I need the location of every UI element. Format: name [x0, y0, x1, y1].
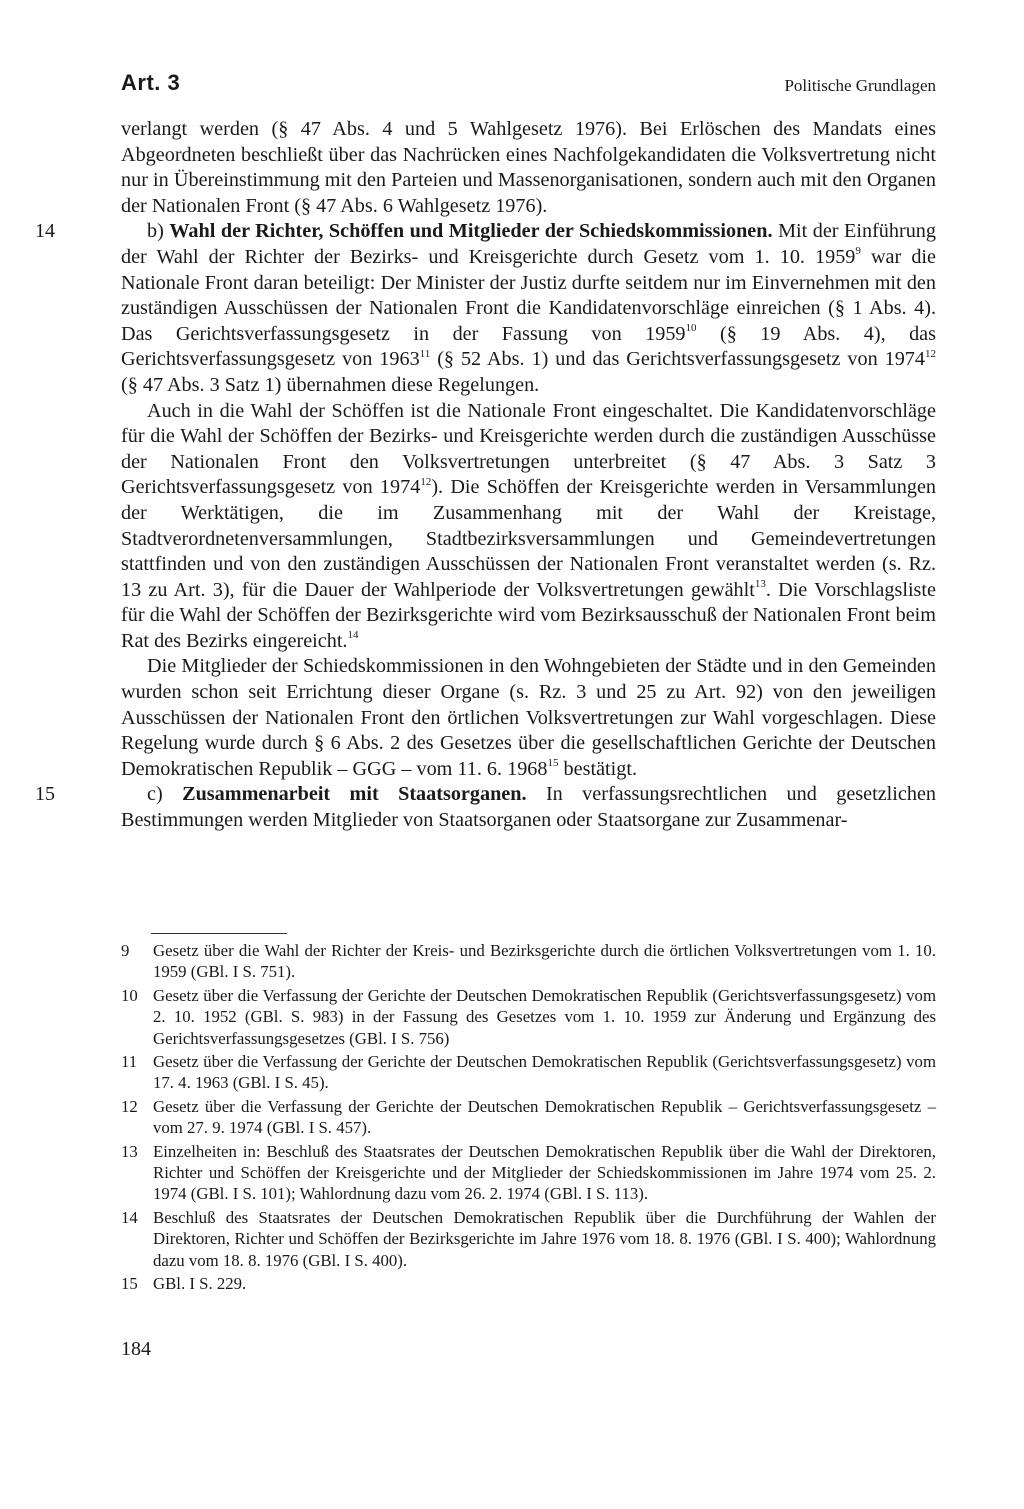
footnote-text: Gesetz über die Verfassung der Gerichte der Deutschen Demokratischen Republik (Gerichtsverfassungsgesetz) vom 17. 4. 1963 (GBl. I S. 45).	[153, 1052, 936, 1093]
footnote-number: 15	[121, 1274, 138, 1294]
footnote-number: 12	[121, 1096, 138, 1116]
paragraph-15-text: In verfassungsrechtlichen und gesetzlichen Bestimmungen werden Mitglieder von Staatsorganen oder Staatsorgane zur Zusammenar-	[121, 783, 937, 832]
footnote	[121, 985, 936, 1049]
footnote-ref-10: 10	[685, 322, 697, 335]
section-heading: Politische Grundlagen	[784, 76, 936, 95]
paragraph-14-lead: b)	[147, 220, 164, 243]
paragraph-14-text: war die Nationale Front daran beteiligt: Der Minister der Justiz durfte seitdem nur im Einvernehmen mit den zuständigen Ausschüssen der Nationalen Front die Kandidatenvorschläge einreichen (§ 1 Abs. 4). Das Gerichtsverfassungsgesetz in der Fassung von 1959	[121, 245, 936, 345]
margin-number-14: 14	[35, 220, 55, 243]
paragraph-14-text: (§ 19 Abs. 4), das Gerichtsverfassungsgesetz von 1963	[121, 322, 936, 371]
paragraph-text: . Die Vorschlagsliste für die Wahl der Schöffen der Bezirksgerichte wird vom Bezirksausschuß der Nationalen Front beim Rat des Bezirks eingereicht.	[121, 578, 936, 652]
footnote-ref-12: 12	[420, 475, 432, 488]
paragraph-14-text: (§ 47 Abs. 3 Satz 1) übernahmen diese Regelungen.	[121, 373, 540, 396]
footnote-ref-15: 15	[547, 757, 559, 770]
footnote-text: Gesetz über die Wahl der Richter der Kreis- und Bezirksgerichte durch die örtlichen Volksvertretungen vom 1. 10. 1959 (GBl. I S. 751).	[153, 941, 936, 982]
paragraph-text: Auch in die Wahl der Schöffen ist die Nationale Front eingeschaltet. Die Kandidatenvorschläge für die Wahl der Schöffen der Bezirks- und Kreisgerichte werden durch die zuständigen Ausschüsse der Nationalen Front den Volksvertretungen unterbreitet (§ 47 Abs. 3 Satz 3 Gerichtsverfassungsgesetz von 1974	[121, 399, 936, 499]
paragraph-14	[35, 219, 936, 398]
footnote-number: 11	[121, 1052, 138, 1072]
paragraph-14-text: (§ 52 Abs. 1) und das Gerichtsverfassungsgesetz von 1974	[430, 348, 925, 371]
footnote-number: 10	[121, 985, 138, 1005]
paragraph-14-heading: Wahl der Richter, Schöffen und Mitglieder der Schiedskommissionen.	[169, 220, 773, 243]
page-number: 184	[121, 1338, 151, 1360]
paragraph-15-heading: Zusammenarbeit mit Staatsorganen.	[182, 783, 527, 806]
footnote-text: Einzelheiten in: Beschluß des Staatsrates der Deutschen Demokratischen Republik über die Wahl der Direktoren, Richter und Schöffen der Kreisgerichte und der Mitglieder der Schiedskommissionen im Jahre 1974 vom 25. 2. 1974 (GBl. I S. 101); Wahlordnung dazu vom 26. 2. 1974 (GBl. I S. 113).	[153, 1141, 936, 1204]
footnote	[121, 1207, 936, 1271]
footnote	[121, 1141, 936, 1205]
paragraph-schoeffen	[121, 399, 936, 655]
body-text	[35, 117, 937, 834]
footnote-text: Beschluß des Staatsrates der Deutschen Demokratischen Republik über die Durchführung der Wahlen der Direktoren, Richter und Schöffen der Bezirksgerichte im Jahre 1976 vom 18. 8. 1976 (GBl. I S. 400); Wahlordnung dazu vom 18. 8. 1976 (GBl. I S. 400).	[153, 1207, 936, 1270]
footnote-divider	[151, 933, 287, 934]
paragraph-schiedskommissionen	[121, 654, 936, 782]
footnote-number: 13	[121, 1141, 138, 1161]
footnote-number: 14	[121, 1207, 138, 1227]
footnote-number: 9	[121, 941, 130, 960]
footnote-ref-9: 9	[855, 245, 861, 258]
paragraph-14-text: Mit der Einführung der Wahl der Richter der Bezirks- und Kreisgerichte durch Gesetz vom 1. 10. 1959	[121, 220, 936, 268]
footnote	[121, 1096, 936, 1139]
footnote-text: Gesetz über die Verfassung der Gerichte der Deutschen Demokratischen Republik – Gerichtsverfassungsgesetz – vom 27. 9. 1974 (GBl. I S. 457).	[153, 1096, 936, 1138]
footnote	[121, 940, 936, 983]
footnote	[121, 1273, 936, 1294]
footnote-ref-14: 14	[347, 629, 359, 642]
footnotes	[121, 940, 936, 1297]
article-heading: Art. 3	[121, 70, 181, 95]
paragraph-text: ). Die Schöffen der Kreisgerichte werden in Versammlungen der Werktätigen, die im Zusammenhang mit der Wahl der Kreistage, Stadtverordnetenversammlungen, Stadtbezirksversammlungen und Gemeindevertretungen stattfinden und von den zuständigen Ausschüssen der Nationalen Front veranstaltet werden (s. Rz. 13 zu Art. 3), für die Dauer der Wahlperiode der Volksvertretungen gewählt	[121, 476, 936, 601]
paragraph-continuation: verlangt werden (§ 47 Abs. 4 und 5 Wahlgesetz 1976). Bei Erlöschen des Mandats eines Abgeordneten beschließt über das Nachrücken eines Nachfolgekandidaten die Volksvertretung nicht nur in Übereinstimmung mit den Parteien und Massenorganisationen, sondern auch mit den Organen der Nationalen Front (§ 47 Abs. 6 Wahlgesetz 1976).	[121, 118, 936, 217]
footnote-text: Gesetz über die Verfassung der Gerichte der Deutschen Demokratischen Republik (Gerichtsverfassungsgesetz) vom 2. 10. 1952 (GBl. S. 983) in der Fassung des Gesetzes vom 1. 10. 1959 zur Änderung und Ergänzung des Gerichtsverfassungsgesetzes (GBl. I S. 756)	[153, 985, 936, 1048]
paragraph-15	[35, 782, 937, 833]
footnote-ref-13: 13	[754, 577, 766, 590]
footnote	[121, 1051, 936, 1094]
paragraph-text: bestätigt.	[558, 757, 637, 780]
footnote-ref-11: 11	[419, 347, 431, 360]
paragraph-15-lead: c)	[147, 783, 163, 806]
paragraph-text: Die Mitglieder der Schiedskommissionen in den Wohngebieten der Städte und in den Gemeinden wurden schon seit Errichtung dieser Organe (s. Rz. 3 und 25 zu Art. 92) von den jeweiligen Ausschüssen der Nationalen Front den örtlichen Volksvertretungen zur Wahl vorgeschlagen. Diese Regelung wurde durch § 6 Abs. 2 des Gesetzes über die gesellschaftlichen Gerichte der Deutschen Demokratischen Republik – GGG – vom 11. 6. 1968	[121, 655, 936, 780]
margin-number-15: 15	[35, 783, 55, 806]
footnote-ref-12: 12	[924, 347, 936, 360]
footnote-text: GBl. I S. 229.	[153, 1274, 247, 1294]
